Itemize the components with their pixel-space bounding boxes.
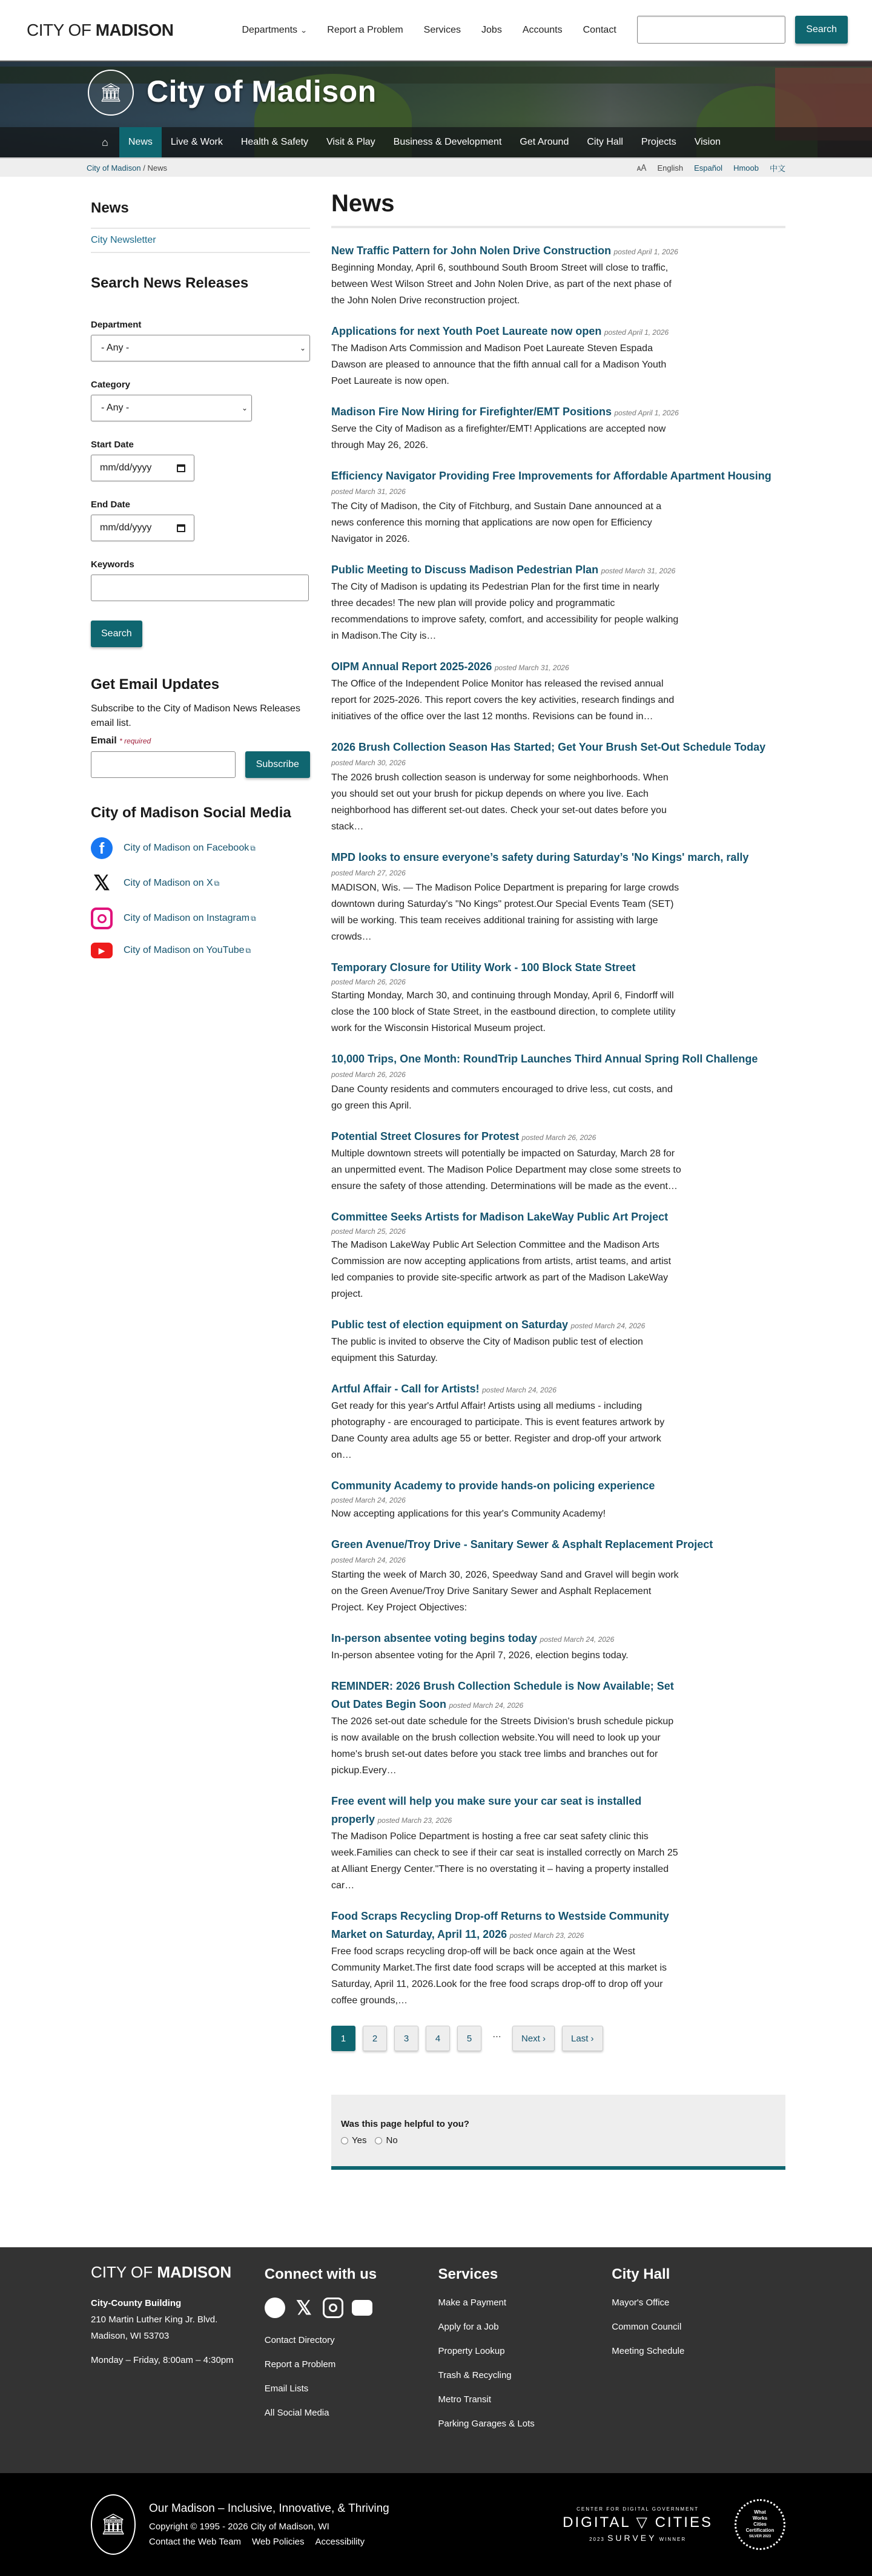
main-nav-live-work[interactable]: Live & Work	[170, 137, 223, 147]
external-link-icon: ⧉	[250, 844, 256, 852]
news-posted-date: posted March 27, 2026	[331, 869, 406, 877]
email-subscribe-form	[91, 751, 310, 778]
news-title-link[interactable]: Potential Street Closures for Protest	[331, 1130, 520, 1142]
news-posted-date: posted April 1, 2026	[604, 328, 669, 337]
news-summary: Now accepting applications for this year's Community Academy!	[331, 1509, 606, 1519]
next-page-button[interactable]: Next ›	[512, 2026, 555, 2051]
news-posted-date: posted March 24, 2026	[331, 1556, 406, 1564]
footer-connect-links	[265, 2335, 438, 2418]
social-link-youtube-label: City of Madison on YouTube	[124, 945, 245, 955]
nav-jobs[interactable]: Jobs	[481, 25, 502, 35]
news-posted-date: posted March 26, 2026	[521, 1133, 596, 1142]
feedback-no-label: No	[386, 2135, 398, 2146]
social-link-x[interactable]	[124, 878, 219, 889]
city-seal-icon: 🏛	[91, 2494, 136, 2555]
city-motto: Our Madison – Inclusive, Innovative, & Thriving	[149, 2502, 389, 2515]
news-title-link[interactable]: Temporary Closure for Utility Work - 100 Block State Street	[331, 961, 636, 973]
bottom-links	[149, 2537, 389, 2547]
news-item	[331, 657, 682, 725]
news-title-link[interactable]: 2026 Brush Collection Season Has Started; Get Your Brush Set-Out Schedule Today	[331, 741, 766, 753]
footer-city-hall-links	[612, 2298, 785, 2356]
main-nav-health-safety[interactable]: Health & Safety	[240, 137, 309, 147]
bottom-text	[149, 2502, 389, 2547]
keywords-field	[91, 559, 310, 601]
news-title-link[interactable]: OIPM Annual Report 2025-2026	[331, 660, 492, 673]
page-3[interactable]: 3	[394, 2026, 418, 2051]
news-title-link[interactable]: New Traffic Pattern for John Nolen Drive Construction	[331, 245, 612, 257]
chevron-down-icon: ⌄	[241, 404, 248, 412]
divider	[91, 252, 310, 253]
feedback-no-radio[interactable]	[375, 2137, 382, 2144]
news-item	[331, 1208, 682, 1302]
social-link-instagram-label: City of Madison on Instagram	[124, 913, 250, 923]
news-summary: The Office of the Independent Police Monitor has released the revised annual report for 2025-2026. This report covers the key activities, research findings and initiatives of the office over the last 12 months. Revisions can be found in…	[331, 679, 675, 722]
chevron-down-icon: ⌄	[299, 344, 306, 352]
news-title-link[interactable]: Green Avenue/Troy Drive - Sanitary Sewer & Asphalt Replacement Project	[331, 1538, 713, 1550]
footer-link-common-council[interactable]: Common Council	[612, 2322, 682, 2332]
page-1[interactable]: 1	[331, 2026, 355, 2051]
news-list	[331, 242, 785, 2009]
subscribe-button[interactable]: Subscribe	[245, 751, 310, 778]
news-summary: Free food scraps recycling drop-off will be back once again at the West Community Market.The first date food scraps will be accepted at this market is Saturday, April 11, 2026.Look for the free food scraps drop-off to drop off your coffee grounds,…	[331, 1946, 667, 2006]
news-item	[331, 1677, 682, 1779]
footer-city-hall-heading: City Hall	[612, 2266, 670, 2282]
news-item	[331, 1792, 682, 1894]
footer-social-icons	[265, 2298, 438, 2318]
what-works-cities-badge	[735, 2499, 785, 2550]
nav-departments[interactable]	[231, 25, 317, 36]
news-posted-date: posted March 25, 2026	[331, 1227, 406, 1236]
facebook-icon[interactable]: f	[265, 2298, 285, 2318]
sidebar	[91, 177, 310, 2247]
home-icon[interactable]: ⌂	[102, 136, 108, 148]
footer-link-email-lists[interactable]: Email Lists	[264, 2383, 309, 2394]
news-item	[331, 1907, 682, 2009]
news-summary: Starting the week of March 30, 2026, Speedway Sand and Gravel will begin work on the Green Avenue/Troy Drive Sanitary Sewer and Asphalt Replacement Project. Key Project Objectives:	[331, 1570, 679, 1613]
news-posted-date: posted March 24, 2026	[482, 1386, 557, 1394]
footer-link-mayors-office[interactable]: Mayor's Office	[612, 2298, 670, 2308]
news-title-link[interactable]: Applications for next Youth Poet Laureate now open	[331, 325, 602, 337]
start-date-placeholder: mm/dd/yyyy	[100, 463, 152, 473]
category-select[interactable]	[91, 395, 252, 421]
news-posted-date: posted March 31, 2026	[494, 664, 569, 672]
footer-link-trash-recycling[interactable]: Trash & Recycling	[438, 2370, 512, 2380]
utility-nav	[231, 25, 626, 36]
news-posted-date: posted March 23, 2026	[377, 1816, 452, 1825]
email-updates-description: Subscribe to the City of Madison News Releases email list.	[91, 703, 300, 728]
news-item	[331, 848, 785, 945]
news-title-link[interactable]: Efficiency Navigator Providing Free Improvements for Affordable Apartment Housing	[331, 470, 771, 482]
footer-building: City-County Building	[91, 2298, 182, 2308]
email-label-row	[91, 736, 310, 746]
news-title-link[interactable]: Madison Fire Now Hiring for Firefighter/EMT Positions	[331, 406, 612, 418]
required-indicator: * required	[119, 737, 151, 745]
language-current: English	[657, 163, 684, 173]
last-page-button[interactable]: Last ›	[562, 2026, 603, 2051]
footer-link-parking[interactable]: Parking Garages & Lots	[438, 2419, 535, 2429]
feedback-options	[341, 2135, 776, 2146]
footer-services-column	[438, 2263, 612, 2443]
brand-thin: CITY OF	[27, 21, 91, 39]
feedback-yes[interactable]	[341, 2135, 366, 2146]
site-search-input[interactable]	[637, 16, 785, 44]
news-summary: Serve the City of Madison as a firefighter/EMT! Applications are accepted now through May 26, 2026.	[331, 424, 666, 450]
translate-icon: 🗚	[636, 162, 647, 173]
awards	[563, 2499, 785, 2550]
news-title-link[interactable]: Public Meeting to Discuss Madison Pedestrian Plan	[331, 564, 599, 576]
social-item-facebook	[91, 837, 310, 859]
search-news-heading: Search News Releases	[91, 275, 249, 291]
news-title-link[interactable]: MPD looks to ensure everyone’s safety during Saturday’s 'No Kings' march, rally	[331, 851, 749, 863]
award-year: 2023	[589, 2537, 605, 2542]
start-date-field	[91, 440, 310, 481]
sidebar-link-city-newsletter[interactable]: City Newsletter	[91, 235, 156, 245]
link-accessibility[interactable]: Accessibility	[315, 2537, 365, 2547]
end-date-input[interactable]	[91, 515, 194, 541]
news-item	[331, 1535, 785, 1616]
footer-link-contact-directory[interactable]: Contact Directory	[264, 2335, 335, 2345]
brand-bold: MADISON	[95, 21, 174, 39]
news-item	[331, 1127, 682, 1194]
department-label: Department	[91, 320, 142, 330]
footer-link-apply-job[interactable]: Apply for a Job	[438, 2322, 499, 2332]
email-updates-heading: Get Email Updates	[91, 676, 220, 693]
news-summary: The Madison LakeWay Public Art Selection Committee and the Madison Arts Commission are now accepting applications from artists, artist teams, and artist led companies to provide site-specific artwork as part of the Madison LakeWay project.	[331, 1240, 672, 1299]
end-date-label: End Date	[91, 499, 131, 510]
news-item	[331, 958, 682, 1036]
nav-departments-label: Departments	[242, 25, 298, 35]
start-date-input[interactable]	[91, 455, 194, 481]
news-item	[331, 561, 682, 644]
nav-contact[interactable]: Contact	[583, 25, 616, 35]
breadcrumb-separator: /	[143, 163, 145, 173]
news-summary: Beginning Monday, April 6, southbound South Broom Street will close to traffic, between West Wilson Street and John Nolen Drive, as part of the next phase of the John Nolen Drive reconstruction project.	[331, 263, 672, 306]
news-title-link[interactable]: Food Scraps Recycling Drop-off Returns to Westside Community Market on Saturday, April 11, 2026	[331, 1910, 669, 1940]
news-posted-date: posted March 24, 2026	[331, 1496, 406, 1504]
news-posted-date: posted April 1, 2026	[614, 409, 679, 417]
breadcrumb-home[interactable]: City of Madison	[87, 163, 141, 173]
news-summary: The 2026 brush collection season is underway for some neighborhoods. When you should set out your brush for pickup depends on where you live. Each neighborhood has different set-out dates. Check your set-out dates before you stack…	[331, 772, 669, 832]
footer-contact-column	[91, 2263, 265, 2443]
link-contact-web-team[interactable]: Contact the Web Team	[149, 2537, 242, 2547]
award-digital-cities: DIGITAL ▽ CITIES	[563, 2514, 713, 2531]
link-web-policies[interactable]: Web Policies	[252, 2537, 305, 2547]
news-title-link[interactable]: In-person absentee voting begins today	[331, 1632, 538, 1644]
language-switcher	[637, 162, 785, 174]
site-search-button[interactable]: Search	[795, 16, 848, 44]
main-nav-news[interactable]: News	[119, 127, 162, 157]
news-title-link[interactable]: 10,000 Trips, One Month: RoundTrip Launches Third Annual Spring Roll Challenge	[331, 1053, 758, 1065]
news-summary: The City of Madison is updating its Pedestrian Plan for the first time in nearly three decades! The new plan will provide policy and programmatic recommendations to improve safety, comfort, and accessibility for people walking in Madison.The City is…	[331, 582, 679, 641]
main-nav-projects[interactable]: Projects	[641, 137, 676, 147]
external-link-icon: ⧉	[251, 914, 256, 923]
calendar-icon[interactable]	[177, 464, 185, 472]
news-summary: The Madison Police Department is hosting a free car seat safety clinic this week.Families can check to see if their car seat is installed correctly on March 25 at Alliant Energy Center."There is no overstating it – having a property installed car…	[331, 1831, 678, 1891]
wwc-line: Works	[752, 2515, 768, 2521]
page-5[interactable]: 5	[457, 2026, 481, 2051]
category-value: - Any -	[101, 403, 130, 413]
news-item	[331, 1477, 682, 1522]
news-item	[331, 322, 682, 389]
calendar-icon[interactable]	[177, 524, 185, 532]
breadcrumb	[87, 163, 167, 173]
news-item	[331, 467, 785, 547]
footer-link-meeting-schedule[interactable]: Meeting Schedule	[612, 2346, 685, 2356]
footer-link-make-payment[interactable]: Make a Payment	[438, 2298, 507, 2308]
footer-services-heading: Services	[438, 2266, 498, 2282]
footer-logo	[91, 2263, 265, 2282]
news-posted-date: posted March 24, 2026	[570, 1322, 646, 1330]
instagram-icon	[91, 908, 113, 929]
news-item	[331, 1050, 785, 1114]
news-summary: The Madison Arts Commission and Madison Poet Laureate Steven Espada Dawson are pleased to announce that the fifth annual call for a Madison Youth Poet Laureate is now open.	[331, 343, 667, 386]
news-summary: The 2026 set-out date schedule for the Streets Division's brush schedule pickup is now available on the brush collection website.You will need to look up your home's brush set-out dates before you stack tree limbs and branches out for pickup.Every…	[331, 1716, 674, 1776]
page-title: News	[331, 190, 785, 228]
news-item	[331, 403, 682, 453]
social-item-x	[91, 872, 310, 894]
social-item-instagram	[91, 908, 310, 929]
award-cdg: CENTER FOR DIGITAL GOVERNMENT	[576, 2506, 699, 2512]
youtube-icon: ▶	[91, 943, 113, 958]
main-nav-get-around[interactable]: Get Around	[520, 137, 569, 147]
news-posted-date: posted March 26, 2026	[331, 978, 406, 986]
breadcrumb-bar	[0, 157, 872, 177]
main-nav	[0, 127, 872, 157]
footer-address-line2: Madison, WI 53703	[91, 2331, 170, 2341]
feedback-no[interactable]	[375, 2135, 397, 2146]
footer-address	[91, 2295, 265, 2344]
pagination-ellipsis: …	[492, 2029, 501, 2040]
footer-services-links	[438, 2298, 612, 2429]
social-link-facebook[interactable]	[124, 843, 256, 854]
bottom-bar	[0, 2473, 872, 2576]
sidebar-heading: News	[91, 200, 129, 216]
award-survey: SURVEY	[607, 2533, 657, 2543]
social-item-youtube	[91, 943, 310, 958]
footer-city-hall-column	[612, 2263, 785, 2443]
email-input[interactable]	[91, 751, 236, 778]
main-content	[331, 177, 785, 2247]
footer-connect-heading: Connect with us	[264, 2266, 377, 2282]
award-winner: WINNER	[659, 2537, 687, 2542]
footer-connect-column	[265, 2263, 438, 2443]
footer-hours: Monday – Friday, 8:00am – 4:30pm	[91, 2355, 234, 2365]
language-chinese[interactable]: 中文	[769, 163, 785, 173]
social-link-facebook-label: City of Madison on Facebook	[124, 843, 249, 853]
wwc-line: SILVER 2023	[748, 2535, 771, 2538]
news-summary: MADISON, Wis. — The Madison Police Department is preparing for large crowds downtown during Saturday's "No Kings" protest.Our Special Events Team (SET) will be working. This team receives additional training for assisting with large crowds…	[331, 883, 679, 942]
nav-report-problem[interactable]: Report a Problem	[327, 25, 403, 35]
page-body	[0, 177, 872, 2247]
language-hmoob[interactable]: Hmoob	[733, 163, 759, 173]
site-logo[interactable]	[27, 21, 173, 40]
pagination	[331, 2026, 785, 2051]
footer-link-metro-transit[interactable]: Metro Transit	[438, 2394, 492, 2405]
main-nav-city-hall[interactable]: City Hall	[587, 137, 623, 147]
news-title-link[interactable]: Public test of election equipment on Saturday	[331, 1319, 569, 1331]
news-title-link[interactable]: Community Academy to provide hands-on policing experience	[331, 1480, 655, 1492]
news-title-link[interactable]: Committee Seeks Artists for Madison LakeWay Public Art Project	[331, 1211, 669, 1223]
feedback-yes-label: Yes	[352, 2135, 367, 2146]
main-nav-vision[interactable]: Vision	[694, 137, 721, 147]
nav-accounts[interactable]: Accounts	[522, 25, 563, 35]
wwc-line: Cities	[753, 2522, 767, 2527]
page-2[interactable]: 2	[363, 2026, 387, 2051]
footer-link-report-problem[interactable]: Report a Problem	[264, 2359, 336, 2370]
main-nav-visit-play[interactable]: Visit & Play	[326, 137, 375, 147]
facebook-icon: f	[91, 837, 113, 859]
news-item	[331, 242, 682, 309]
chevron-down-icon: ⌄	[300, 27, 308, 35]
hero-title: City of Madison	[147, 74, 377, 108]
feedback-yes-radio[interactable]	[341, 2137, 348, 2144]
nav-services[interactable]: Services	[423, 25, 461, 35]
language-espanol[interactable]: Español	[694, 163, 723, 173]
wwc-line: Certification	[745, 2528, 775, 2533]
footer-link-property-lookup[interactable]: Property Lookup	[438, 2346, 505, 2356]
end-date-field	[91, 499, 310, 541]
department-value: - Any -	[101, 343, 130, 353]
start-date-label: Start Date	[91, 440, 134, 450]
news-summary: Starting Monday, March 30, and continuing through Monday, April 6, Findorff will close the 100 block of State Street, in the eastbound direction, to complete utility work for the Wisconsin Historical Museum project.	[331, 990, 676, 1033]
feedback-box	[331, 2095, 785, 2170]
keywords-input[interactable]	[91, 575, 309, 601]
news-posted-date: posted March 24, 2026	[540, 1635, 615, 1644]
news-item	[331, 738, 785, 835]
social-link-instagram[interactable]	[124, 913, 256, 924]
footer-brand-thin: CITY OF	[91, 2263, 153, 2281]
news-summary: Dane County residents and commuters encouraged to drive less, cut costs, and go green this April.	[331, 1084, 673, 1111]
youtube-icon[interactable]: ▶	[352, 2300, 372, 2316]
news-posted-date: posted March 31, 2026	[601, 567, 676, 575]
news-posted-date: posted March 31, 2026	[331, 487, 406, 496]
category-field	[91, 380, 310, 421]
category-label: Category	[91, 380, 131, 390]
news-posted-date: posted March 26, 2026	[331, 1070, 406, 1079]
news-title-link[interactable]: Free event will help you make sure your car seat is installed properly	[331, 1795, 642, 1825]
instagram-icon[interactable]	[323, 2298, 343, 2318]
x-icon[interactable]: 𝕏	[296, 2297, 312, 2319]
news-posted-date: posted March 30, 2026	[331, 759, 406, 767]
news-item	[331, 1316, 682, 1366]
external-link-icon: ⧉	[245, 946, 251, 955]
social-link-youtube[interactable]	[124, 945, 251, 956]
wwc-line: What	[754, 2509, 766, 2515]
news-posted-date: posted April 1, 2026	[613, 248, 678, 256]
site-footer	[0, 2247, 872, 2473]
news-summary: In-person absentee voting for the April 7, 2026, election begins today.	[331, 1650, 629, 1661]
department-select[interactable]	[91, 335, 310, 361]
news-item	[331, 1629, 682, 1664]
footer-link-all-social-media[interactable]: All Social Media	[264, 2408, 329, 2418]
copyright: Copyright © 1995 - 2026 City of Madison, WI	[149, 2522, 329, 2532]
x-icon: 𝕏	[93, 872, 110, 895]
email-label: Email	[91, 736, 117, 746]
site-search	[637, 16, 848, 44]
award-survey-line	[563, 2533, 713, 2543]
news-item	[331, 1380, 682, 1463]
breadcrumb-current: News	[147, 163, 167, 173]
news-summary: The public is invited to observe the City of Madison public test of election equipment this Saturday.	[331, 1337, 643, 1363]
external-link-icon: ⧉	[214, 879, 220, 888]
page-4[interactable]: 4	[426, 2026, 450, 2051]
city-seal-icon: 🏛	[88, 70, 134, 116]
keywords-label: Keywords	[91, 559, 134, 570]
feedback-question: Was this page helpful to you?	[341, 2119, 469, 2129]
site-header	[0, 0, 872, 61]
digital-cities-award	[563, 2506, 713, 2543]
main-nav-business-development[interactable]: Business & Development	[393, 137, 502, 147]
social-media-heading: City of Madison Social Media	[91, 805, 291, 821]
end-date-placeholder: mm/dd/yyyy	[100, 522, 152, 533]
news-summary: Multiple downtown streets will potentially be impacted on Saturday, March 28 for an unpermitted event. The Madison Police Department may close some streets to ensure the safety of those attending. Determinations will be made as the event…	[331, 1148, 681, 1191]
hero-banner	[0, 61, 872, 157]
news-title-link[interactable]: Artful Affair - Call for Artists!	[331, 1383, 480, 1395]
department-field	[91, 320, 310, 361]
news-title-link[interactable]: REMINDER: 2026 Brush Collection Schedule is Now Available; Set Out Dates Begin Soon	[331, 1680, 674, 1710]
news-summary: Get ready for this year's Artful Affair! Artists using all mediums - including photography - are encouraged to participate. This is event features artwork by Dane County area adults age 55 or better. Register and drop-off your artwork on…	[331, 1401, 665, 1460]
news-summary: The City of Madison, the City of Fitchburg, and Sustain Dane announced at a news conference this morning that applications are now open for Efficiency Navigator in 2026.	[331, 501, 662, 544]
footer-address-line1: 210 Martin Luther King Jr. Blvd.	[91, 2314, 218, 2325]
footer-brand-bold: MADISON	[157, 2263, 232, 2281]
social-link-x-label: City of Madison on X	[124, 878, 213, 888]
news-search-button[interactable]: Search	[91, 621, 142, 647]
news-posted-date: posted March 24, 2026	[449, 1701, 524, 1710]
news-posted-date: posted March 23, 2026	[509, 1931, 584, 1940]
